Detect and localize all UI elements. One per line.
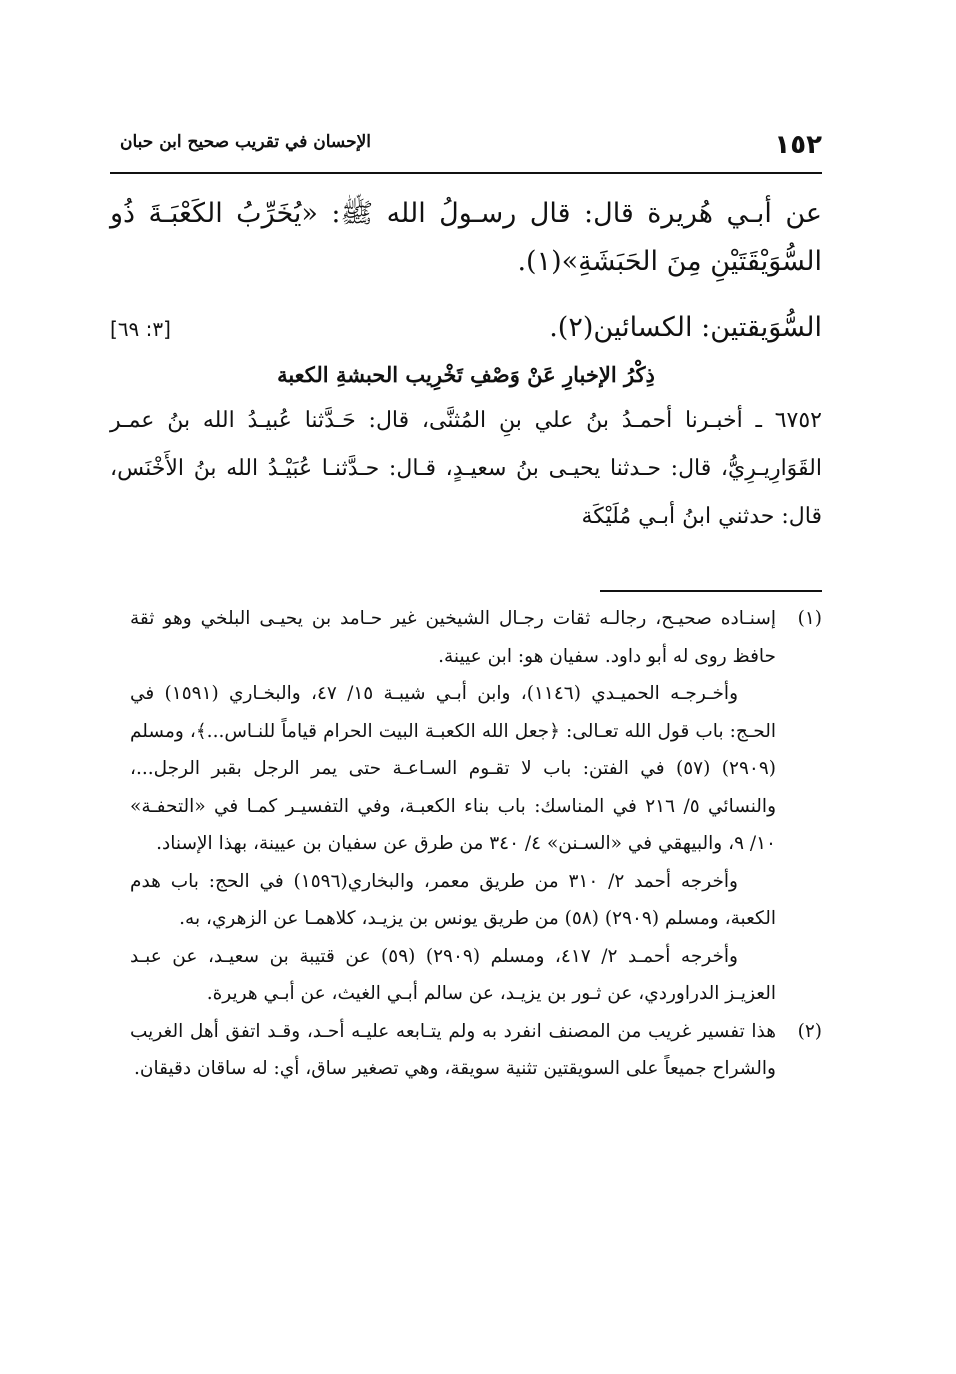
footnote-paragraph: هذا تفسير غريب من المصنف انفرد به ولم يتـابعه عليـه أحـد، وقـد اتفق أهل الغريب والشراح جميعاً على السويقتين تثنية سويقة، وهي تصغير ساق، أي: له ساقان دقيقان. xyxy=(130,1020,776,1079)
footnote-mark: (٢) xyxy=(797,1020,822,1042)
hadith-text: عن أبـي هُريرة قال: قال رسـولُ الله ﷺ: «يُخَرِّبُ الكَعْبَـةَ ذُو السُّوَيْقَتَيْنِ مِنَ الحَبَشَةِ»(١). xyxy=(110,198,822,277)
reference-marker: [٣: ٦٩] xyxy=(110,317,171,341)
next-hadith: ٦٧٥٢ ـ أخبـرنا أحمـدُ بنُ علي بنِ المُثنَّى، قال: حَـدَّثنا عُبيـدُ الله بنُ عمـر القَوَارِيـرِيُّ، قال: حـدثنا يحيـى بنُ سعيـدٍ، قـال: حـدَّثنـا عُبَيْـدُ الله بنُ الأَخْنَس، قال: حدثني ابنُ أبـي مُلَيْكَة xyxy=(110,408,822,529)
footnote-paragraph: وأخرجه أحمد ٢/ ٣١٠ من طريق معمر، والبخاري(١٥٩٦) في الحج: باب هدم الكعبة، ومسلم (٢٩٠٩) (٥٨) من طريق يونس بن يزيـد، كلاهمـا عن الزهري، به. xyxy=(130,870,776,929)
footnote-rule xyxy=(600,590,822,592)
page-number: ١٥٢ xyxy=(774,130,822,160)
footnote-paragraph: وأخـرجـه الحميـدي (١١٤٦)، وابن أبـي شيبـة ١٥/ ٤٧، والبخـاري (١٥٩١) في الحـج: باب قول الله تعـالى: ﴿جعل الله الكعبـة البيت الحرام قياماً للنـاس...﴾، ومسلم (٢٩٠٩) (٥٧) في الفتن: باب لا تقـوم السـاعـة حتى يمر الرجل بقبر الرجل...، والنسائي ٥/ ٢١٦ في المناسك: باب بناء الكعبـة، وفي التفسيـر كمـا في «التحفـة» ١٠/ ٩، والبيهقي في «السـنن» ٤/ ٣٤٠ من طرق عن سفيان بن عيينة، بهذا الإسناد. xyxy=(130,683,777,854)
note-row xyxy=(110,304,822,353)
footnote-mark: (١) xyxy=(797,608,822,629)
note-line: السُّوَيقتين: الكسائين(٢). xyxy=(549,312,822,343)
footnote-paragraph: وأخرجه أحمـد ٢/ ٤١٧، ومسلم (٢٩٠٩) (٥٩) عن قتيبة بن سعيـد، عن عبـد العزيـز الدراوردي، عن ثـور بن يزيـد، عن سالم أبـي الغيث، عن أبـي هريرة. xyxy=(130,945,776,1004)
footnote-1 xyxy=(130,600,822,1013)
main-text xyxy=(110,190,822,541)
footnote-paragraph: إسنـاده صحيـح، رجالـه ثقات رجـال الشيخين غير حـامد بن يحيـى البلخي وهو ثقة حافظ روى له أبو داود. سفيان هو: ابن عيينة. xyxy=(130,608,776,667)
running-title: الإحسان في تقريب صحيح ابن حبان xyxy=(120,132,371,152)
section-heading: ذِكْرُ الإخبارِ عَنْ وَصْفِ تَخْرِيب الحبشةِ الكعبة xyxy=(277,362,655,387)
footnotes xyxy=(130,600,822,1088)
footnote-body xyxy=(130,1013,776,1088)
page-header xyxy=(110,120,822,174)
footnote-2 xyxy=(130,1013,822,1088)
footnote-body xyxy=(130,600,776,1013)
